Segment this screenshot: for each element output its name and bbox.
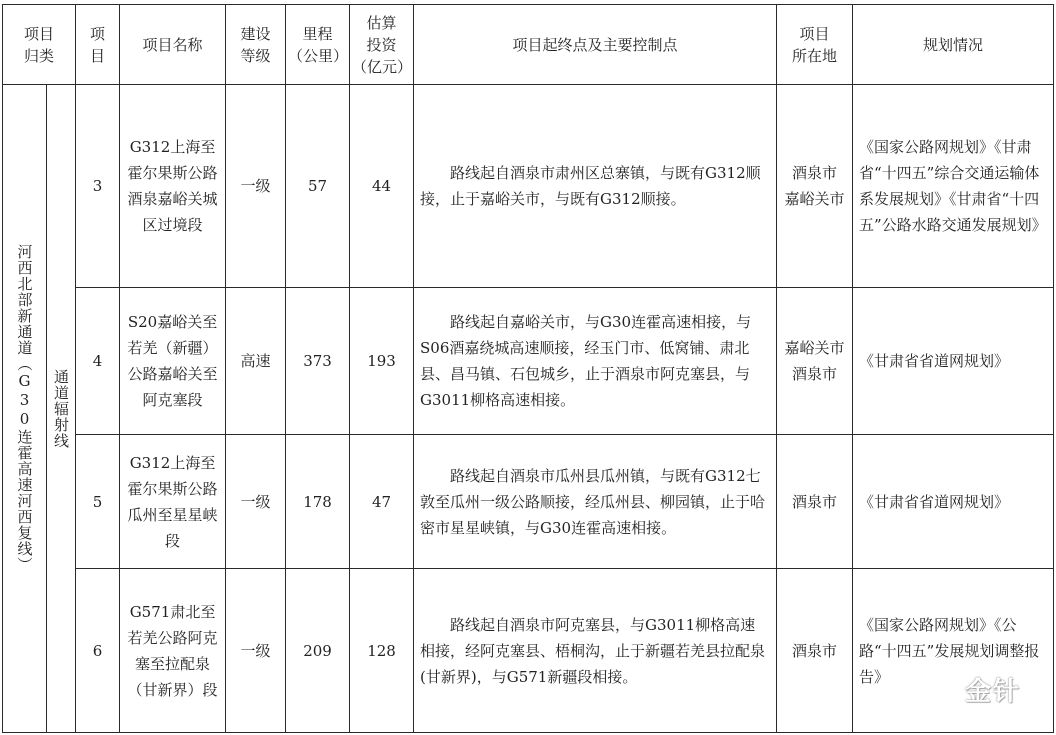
row-no: 5 [76, 435, 120, 569]
row-location: 酒泉市 [777, 435, 853, 569]
header-location: 项目 所在地 [777, 5, 853, 85]
header-no: 项 目 [76, 5, 120, 85]
type-cell: 通道辐射线 [47, 85, 76, 733]
row-grade: 一级 [226, 435, 286, 569]
row-name: G312上海至霍尔果斯公路瓜州至星星峡段 [120, 435, 226, 569]
row-location: 酒泉市 嘉峪关市 [777, 85, 853, 288]
row-grade: 一级 [226, 569, 286, 733]
watermark-logo [952, 673, 1032, 705]
row-location: 嘉峪关市 酒泉市 [777, 288, 853, 435]
header-plan: 规划情况 [853, 5, 1054, 85]
header-name: 项目名称 [120, 5, 226, 85]
row-route: 路线起自嘉峪关市，与G30连霍高速相接，与S06酒嘉绕城高速顺接，经玉门市、低窝铺、肃北县、昌马镇、石包城乡，止于酒泉市阿克塞县，与G3011柳格高速相接。 [414, 288, 777, 435]
row-investment: 128 [350, 569, 414, 733]
row-grade: 高速 [226, 288, 286, 435]
row-plan: 《国家公路网规划》《公路“十四五”发展规划调整报告》 [853, 569, 1054, 733]
table-row [3, 569, 1054, 733]
header-length: 里程 （公里） [286, 5, 350, 85]
row-plan: 《甘肃省省道网规划》 [853, 288, 1054, 435]
table-row [3, 85, 1054, 288]
row-length: 373 [286, 288, 350, 435]
row-route: 路线起自酒泉市阿克塞县，与G3011柳格高速相接，经阿克塞县、梧桐沟，止于新疆若羌县拉配泉(甘新界)，与G571新疆段相接。 [414, 569, 777, 733]
row-name: S20嘉峪关至若羌（新疆）公路嘉峪关至阿克塞段 [120, 288, 226, 435]
row-name: G571肃北至若羌公路阿克塞至拉配泉（甘新界）段 [120, 569, 226, 733]
row-plan: 《国家公路网规划》《甘肃省“十四五”综合交通运输体系发展规划》《甘肃省“十四五”公路水路交通发展规划》 [853, 85, 1054, 288]
watermark-char: 金 [964, 676, 991, 707]
row-length: 57 [286, 85, 350, 288]
row-name: G312上海至霍尔果斯公路酒泉嘉峪关城区过境段 [120, 85, 226, 288]
header-investment: 估算 投资 （亿元） [350, 5, 414, 85]
table-row [3, 288, 1054, 435]
header-category: 项目 归类 [3, 5, 76, 85]
row-investment: 44 [350, 85, 414, 288]
watermark-char: 针 [993, 676, 1020, 707]
row-no: 4 [76, 288, 120, 435]
header-row [3, 5, 1054, 85]
row-plan: 《甘肃省省道网规划》 [853, 435, 1054, 569]
table-row [3, 435, 1054, 569]
row-investment: 47 [350, 435, 414, 569]
row-no: 3 [76, 85, 120, 288]
header-route: 项目起终点及主要控制点 [414, 5, 777, 85]
row-no: 6 [76, 569, 120, 733]
header-grade: 建设 等级 [226, 5, 286, 85]
row-length: 209 [286, 569, 350, 733]
project-table [2, 4, 1054, 733]
row-length: 178 [286, 435, 350, 569]
row-investment: 193 [350, 288, 414, 435]
row-location: 酒泉市 [777, 569, 853, 733]
corridor-cell: 河西北部新通道（G30连霍高速河西复线） [3, 85, 47, 733]
row-grade: 一级 [226, 85, 286, 288]
row-route: 路线起自酒泉市肃州区总寨镇，与既有G312顺接，止于嘉峪关市，与既有G312顺接。 [414, 85, 777, 288]
row-route: 路线起自酒泉市瓜州县瓜州镇，与既有G312七敦至瓜州一级公路顺接，经瓜州县、柳园镇，止于哈密市星星峡镇，与G30连霍高速相接。 [414, 435, 777, 569]
